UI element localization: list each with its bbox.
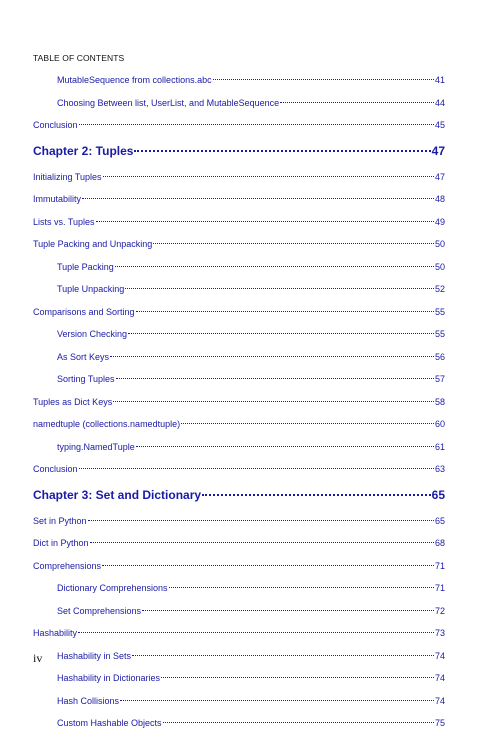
toc-entry-title: Chapter 3: Set and Dictionary — [33, 487, 202, 502]
toc-entry-page: 74 — [434, 673, 445, 683]
dot-leader — [120, 700, 434, 701]
toc-entry-page: 47 — [434, 171, 445, 182]
toc-entry-page: 60 — [434, 419, 445, 429]
toc-entry-page: 71 — [434, 560, 445, 571]
toc-entry-title: Conclusion — [33, 464, 78, 474]
toc-entry-title: Conclusion — [33, 120, 78, 130]
toc-entry[interactable] — [33, 560, 445, 583]
toc-entry[interactable] — [33, 672, 445, 695]
toc-entry[interactable] — [33, 351, 445, 374]
toc-entry-title: Tuple Packing — [57, 261, 114, 272]
toc-entry[interactable] — [33, 216, 445, 239]
toc-chapter-entry[interactable] — [33, 144, 445, 171]
toc-entry-page: 41 — [434, 75, 445, 85]
toc-entry-title: Hashability in Sets — [57, 650, 132, 661]
toc-entry-page: 58 — [434, 396, 445, 407]
toc-entry-page: 71 — [434, 583, 445, 593]
toc-entry-page: 45 — [434, 120, 445, 130]
dot-leader — [96, 221, 434, 222]
toc-entry[interactable] — [33, 650, 445, 673]
toc-entry-page: 49 — [434, 216, 445, 227]
toc-entry-page: 44 — [434, 97, 445, 108]
toc-entry-page: 55 — [434, 306, 445, 317]
dot-leader — [110, 356, 434, 357]
toc-entry-title: Choosing Between list, UserList, and MutableSequence — [57, 97, 280, 108]
toc-entry-page: 48 — [434, 194, 445, 204]
toc-entry[interactable] — [33, 582, 445, 605]
dot-leader — [280, 102, 434, 103]
dot-leader — [82, 198, 434, 199]
toc-entry-title: Dict in Python — [33, 538, 89, 548]
toc-entry-page: 65 — [434, 515, 445, 526]
toc-entry-title: Set Comprehensions — [57, 605, 142, 616]
toc-entry[interactable] — [33, 306, 445, 329]
toc-entry-title: Tuples as Dict Keys — [33, 396, 113, 407]
toc-entry-page: 47 — [431, 143, 445, 158]
toc-entry-title: Immutability — [33, 194, 82, 204]
dot-leader — [103, 176, 434, 177]
running-header: TABLE OF CONTENTS — [33, 53, 125, 63]
page-number: iv — [33, 651, 43, 665]
toc-entry[interactable] — [33, 261, 445, 284]
dot-leader — [90, 542, 434, 543]
toc-entry-title: Comparisons and Sorting — [33, 306, 135, 317]
dot-leader — [78, 632, 434, 633]
toc-entry-page: 50 — [434, 261, 445, 272]
toc-entry-page: 73 — [434, 628, 445, 638]
toc-entry-title: Tuple Packing and Unpacking — [33, 239, 153, 249]
toc-entry-title: Custom Hashable Objects — [57, 718, 162, 728]
toc-entry-page: 74 — [434, 695, 445, 706]
toc-entry-page: 72 — [434, 605, 445, 616]
toc-entry-page: 74 — [434, 650, 445, 661]
toc-entry-page: 75 — [434, 718, 445, 728]
toc-entry-page: 50 — [434, 239, 445, 249]
toc-entry[interactable] — [33, 373, 445, 396]
toc-entry[interactable] — [33, 97, 445, 120]
dot-leader — [102, 565, 434, 566]
dot-leader — [79, 468, 434, 469]
toc-entry-title: Sorting Tuples — [57, 374, 115, 384]
toc-entry[interactable] — [33, 418, 445, 441]
dot-leader — [88, 520, 434, 521]
dot-leader — [142, 610, 434, 611]
toc-entry[interactable] — [33, 193, 445, 216]
dot-leader — [161, 677, 434, 678]
toc-entry-title: As Sort Keys — [57, 351, 110, 362]
toc-entry-title: Lists vs. Tuples — [33, 216, 95, 227]
dot-leader — [136, 446, 434, 447]
dot-leader — [181, 423, 434, 424]
toc-entry-page: 52 — [434, 284, 445, 294]
toc-entry-page: 57 — [434, 374, 445, 384]
toc-entry[interactable] — [33, 283, 445, 306]
toc-entry[interactable] — [33, 463, 445, 486]
dot-leader — [115, 266, 434, 267]
toc-entry-title: Comprehensions — [33, 560, 102, 571]
toc-entry-title: Hashability — [33, 628, 78, 638]
toc-entry-title: Hashability in Dictionaries — [57, 673, 161, 683]
toc-entry[interactable] — [33, 238, 445, 261]
dot-leader — [169, 587, 434, 588]
toc-entry-title: Set in Python — [33, 515, 87, 526]
toc-entry-page: 63 — [434, 464, 445, 474]
toc-entry-title: Dictionary Comprehensions — [57, 583, 168, 593]
toc-entry[interactable] — [33, 396, 445, 419]
toc-entry[interactable] — [33, 171, 445, 194]
dot-leader — [79, 124, 434, 125]
toc-entry-title: Hash Collisions — [57, 695, 120, 706]
toc-entry[interactable] — [33, 537, 445, 560]
dot-leader — [136, 311, 434, 312]
toc-entry[interactable] — [33, 441, 445, 464]
table-of-contents — [33, 74, 445, 740]
toc-entry-title: Version Checking — [57, 329, 128, 339]
dot-leader — [153, 243, 434, 244]
dot-leader — [113, 401, 434, 402]
toc-entry[interactable] — [33, 717, 445, 740]
toc-entry-title: Initializing Tuples — [33, 171, 102, 182]
toc-entry-page: 68 — [434, 538, 445, 548]
dot-leader — [132, 655, 434, 656]
toc-entry-title: MutableSequence from collections.abc — [57, 75, 212, 85]
dot-leader — [163, 722, 434, 723]
toc-chapter-entry[interactable] — [33, 488, 445, 515]
toc-entry-title: Chapter 2: Tuples — [33, 143, 134, 158]
toc-entry-title: Tuple Unpacking — [57, 284, 125, 294]
dot-leader — [213, 79, 434, 80]
toc-entry-page: 55 — [434, 329, 445, 339]
dot-leader — [202, 494, 431, 496]
toc-entry-title: namedtuple (collections.namedtuple) — [33, 419, 181, 429]
toc-entry[interactable] — [33, 605, 445, 628]
dot-leader — [128, 333, 434, 334]
toc-entry[interactable] — [33, 74, 445, 97]
toc-entry-page: 56 — [434, 351, 445, 362]
dot-leader — [125, 288, 434, 289]
toc-entry-title: typing.NamedTuple — [57, 441, 135, 452]
toc-entry-page: 65 — [431, 487, 445, 502]
dot-leader — [134, 150, 430, 152]
toc-entry[interactable] — [33, 328, 445, 351]
toc-entry[interactable] — [33, 627, 445, 650]
toc-entry-page: 61 — [434, 441, 445, 452]
dot-leader — [116, 378, 434, 379]
toc-entry[interactable] — [33, 119, 445, 142]
toc-entry[interactable] — [33, 515, 445, 538]
